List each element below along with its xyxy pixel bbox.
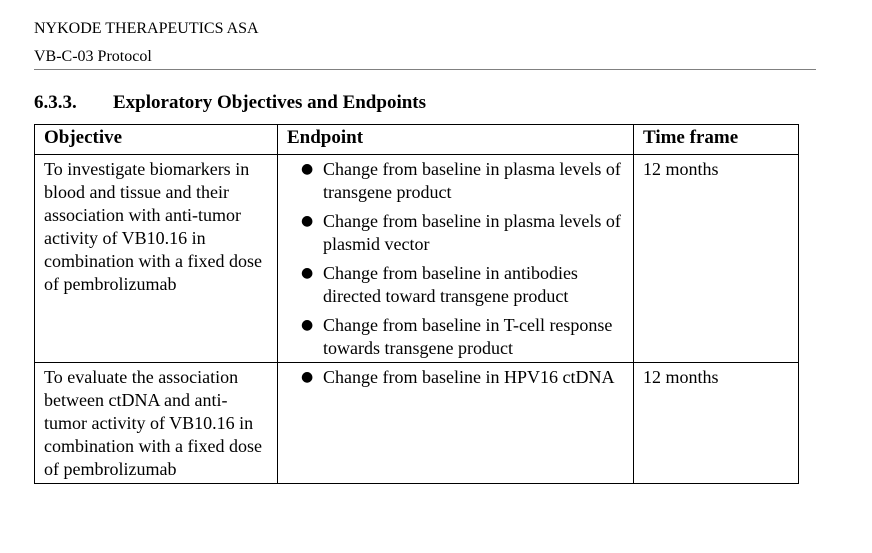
section-title: Exploratory Objectives and Endpoints (113, 92, 427, 113)
endpoint-text: Change from baseline in plasma levels of plasmid vector (323, 211, 621, 254)
endpoint-item (287, 366, 624, 389)
bullet-icon: ● (301, 265, 314, 281)
objective-cell: To investigate biomarkers in blood and tissue and their association with anti-tumor activity of VB10.16 in combination with a fixed dose of pembrolizumab (35, 155, 278, 363)
endpoint-text: Change from baseline in HPV16 ctDNA (323, 367, 615, 387)
bullet-icon: ● (301, 161, 314, 177)
endpoint-item (287, 210, 624, 256)
column-header-time-frame: Time frame (634, 125, 799, 155)
endpoint-cell (278, 363, 634, 484)
endpoint-text: Change from baseline in antibodies directed toward transgene product (323, 263, 578, 306)
company-name: NYKODE THERAPEUTICS ASA (34, 20, 259, 37)
objectives-table (34, 124, 799, 484)
endpoint-text: Change from baseline in T-cell response towards transgene product (323, 315, 613, 358)
endpoint-text: Change from baseline in plasma levels of transgene product (323, 159, 621, 202)
bullet-icon: ● (301, 369, 314, 385)
section-heading (34, 91, 426, 115)
table-row (35, 363, 799, 484)
time-frame-cell: 12 months (634, 155, 799, 363)
endpoint-item (287, 262, 624, 308)
endpoint-cell (278, 155, 634, 363)
endpoint-list (287, 158, 624, 360)
table-header-row (35, 125, 799, 155)
column-header-endpoint: Endpoint (278, 125, 634, 155)
protocol-name: VB-C-03 Protocol (34, 46, 816, 70)
objective-cell: To evaluate the association between ctDNA and anti-tumor activity of VB10.16 in combination with a fixed dose of pembrolizumab (35, 363, 278, 484)
page-header (34, 18, 816, 70)
bullet-icon: ● (301, 317, 314, 333)
endpoint-item (287, 314, 624, 360)
time-frame-cell: 12 months (634, 363, 799, 484)
column-header-objective: Objective (35, 125, 278, 155)
bullet-icon: ● (301, 213, 314, 229)
endpoint-item (287, 158, 624, 204)
endpoint-list (287, 366, 624, 389)
section-number: 6.3.3. (34, 92, 77, 113)
table-row (35, 155, 799, 363)
